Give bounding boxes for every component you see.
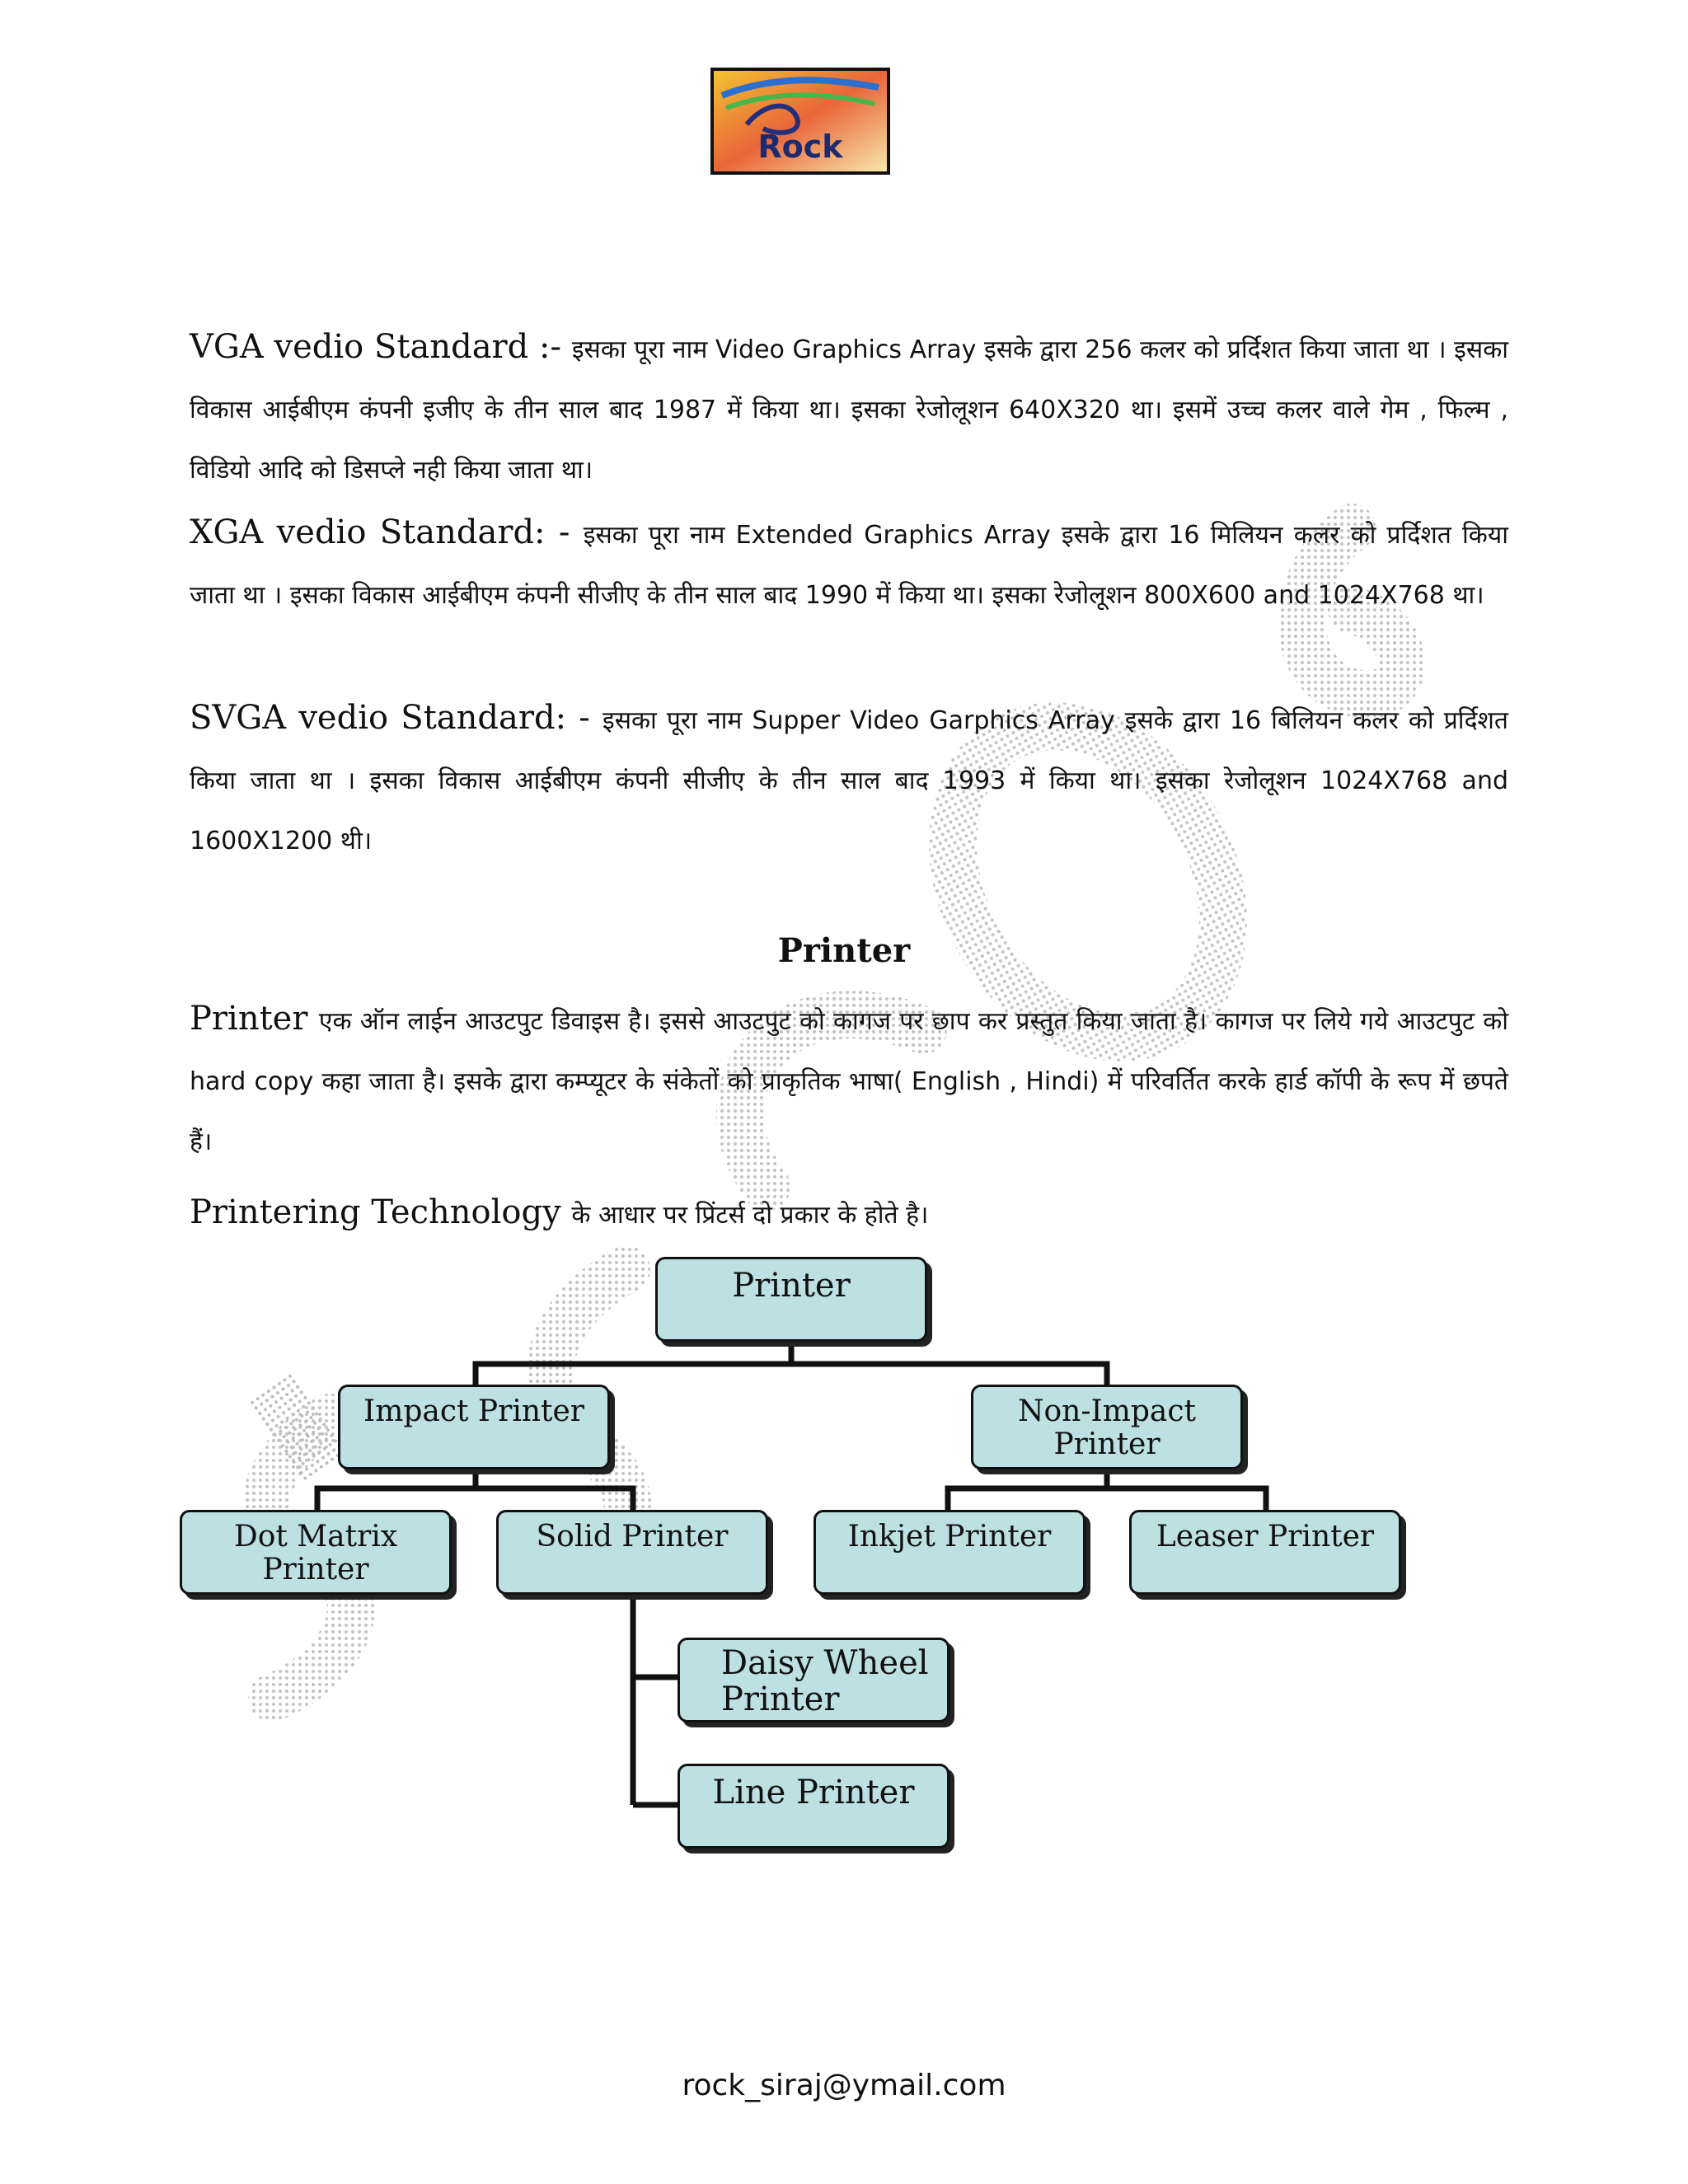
printer-heading: Printer	[777, 931, 911, 970]
node-impact-printer: Impact Printer	[338, 1385, 610, 1469]
node-daisy-wheel-printer	[678, 1638, 950, 1722]
daisy-label-line1: Daisy Wheel	[721, 1644, 929, 1682]
node-line-printer: Line Printer	[678, 1764, 950, 1849]
logo-text: Rock	[757, 129, 843, 165]
vga-body: इसका पूरा नाम Video Graphics Array इसके द्वारा 256 कलर को प्रर्दिशत किया जाता था । इसका विकास आईबीएम कंपनी इजीए के तीन साल बाद 1987 में किया था। इसका रेजोलूशन 640X320 था। इसमें उच्च कलर वाले गेम , फिल्म , विडियो आदि को डिसप्ले नही किया जाता था।	[190, 335, 1508, 485]
xga-body: इसका पूरा नाम Extended Graphics Array इसके द्वारा 16 मिलियन कलर को प्रर्दिशत किया जाता था । इसका विकास आईबीएम कंपनी सीजीए के तीन साल बाद 1990 में किया था। इसका रेजोलूशन 800X600 and 1024X768 था।	[190, 521, 1508, 610]
svga-body: इसका पूरा नाम Supper Video Garphics Array इसके द्वारा 16 बिलियन कलर को प्रर्दिशत किया जाता था । इसका विकास आईबीएम कंपनी सीजीए के तीन साल बाद 1993 में किया था। इसका रेजोलूशन 1024X768 and 1600X1200 थी।	[190, 706, 1508, 855]
technology-body: के आधार पर प्रिंटर्स दो प्रकार के होते है।	[571, 1201, 929, 1230]
technology-lead: Printering Technology	[190, 1193, 572, 1231]
footer-email: rock_siraj@ymail.com	[682, 2069, 1006, 2102]
node-non-impact-printer: Non-Impact Printer	[971, 1385, 1243, 1469]
vga-lead: VGA vedio Standard :-	[190, 328, 572, 366]
node-dot-matrix-printer: Dot Matrix Printer	[180, 1510, 452, 1595]
printer-body: एक ऑन लाईन आउटपुट डिवाइस है। इससे आउटपुट को कागज पर छाप कर प्रस्तुत किया जाता है। कागज पर लिये गये आउटपुट को hard copy कहा जाता है। इसके द्वारा कम्प्यूटर के संकेतों को प्राकृतिक भाषा( English , Hindi) में परिवर्तित करके हार्ड कॉपी के रूप में छपते हैं।	[190, 1007, 1509, 1156]
svga-lead: SVGA vedio Standard: -	[190, 699, 603, 737]
printer-lead: Printer	[190, 1000, 319, 1038]
node-leaser-printer: Leaser Printer	[1129, 1510, 1401, 1595]
node-solid-printer: Solid Printer	[496, 1510, 768, 1595]
node-inkjet-printer: Inkjet Printer	[814, 1510, 1085, 1595]
daisy-label-line2: Printer	[721, 1680, 840, 1718]
xga-lead: XGA vedio Standard: -	[190, 513, 584, 551]
node-printer: Printer	[655, 1257, 927, 1342]
